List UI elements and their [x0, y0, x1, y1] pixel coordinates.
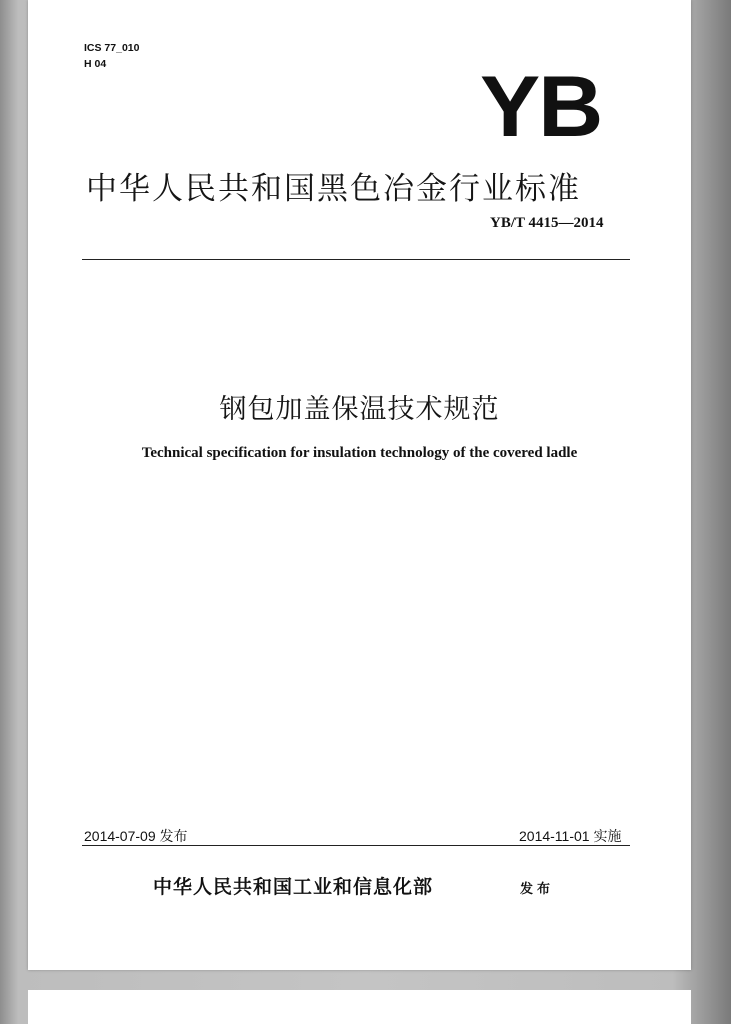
issue-date: 2014-07-09 发布 [84, 828, 188, 844]
footer-divider [82, 845, 630, 846]
classification-block [84, 40, 139, 72]
header-divider [82, 259, 630, 260]
standard-number: YB/T 4415—2014 [490, 215, 604, 231]
issue-label: 发布 [520, 882, 555, 897]
yb-logo: YB [480, 59, 602, 155]
ics-code: ICS 77_010 [84, 42, 140, 54]
industry-standard-title: 中华人民共和国黑色冶金行业标准 [86, 171, 581, 207]
next-page-edge [28, 990, 691, 1024]
implementation-date: 2014-11-01 实施 [519, 828, 622, 844]
document-page [28, 0, 691, 970]
issuing-authority: 中华人民共和国工业和信息化部 [153, 876, 434, 898]
document-title-english: Technical specification for insulation technology of the covered ladle [141, 445, 578, 461]
document-title-chinese: 钢包加盖保温技术规范 [219, 394, 500, 425]
category-code: H 04 [84, 58, 107, 70]
